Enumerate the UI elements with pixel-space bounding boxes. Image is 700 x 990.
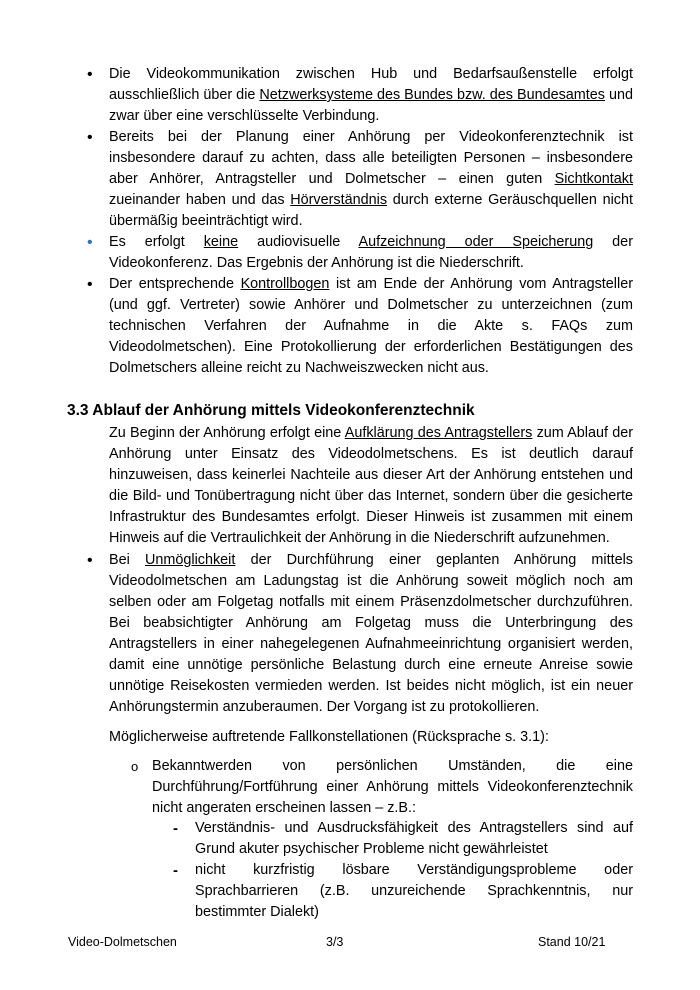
bullet-paragraph-aufzeichnung: Es erfolgt keine audiovisuelle Aufzeichnung oder Speicherung der Videokonferenz. Das Ergebnis der Anhörung ist die Niederschrift. [109,234,633,271]
underlined-term: Kontrollbogen [240,276,330,292]
sub-bullet-paragraph: Bekanntwerden von persönlichen Umständen, die eine Durchführung/Fortführung einer Anhörung mittels Videokonferenztechnik nicht angeraten erscheinen lassen – z.B.: [152,758,633,816]
bullet-paragraph-planung: Bereits bei der Planung einer Anhörung per Videokonferenztechnik ist insbesondere darauf zu achten, dass alle beteiligten Personen – insbesondere aber Anhörer, Antragsteller und Dolmetscher – einen guten Sichtkontakt zueinander haben und das Hörverständnis durch externe Geräuschquellen nicht übermäßig beeinträchtigt wird. [109,129,633,229]
bullet-marker: • [87,234,93,251]
bullet-paragraph-kontrollbogen: Der entsprechende Kontrollbogen ist am Ende der Anhörung vom Antragsteller (und ggf. Vertreter) sowie Anhörer und Dolmetscher zu unterzeichnen (zum technischen Verfahren der Aufnahme in die Akte s. FAQs zum Videodolmetschen). Eine Protokollierung der erforderlichen Bestätigungen des Dolmetschers alleine reicht zu Nachweiszwecken nicht aus. [109,276,633,376]
dash-item-paragraph: nicht kurzfristig lösbare Verständigungsprobleme oder Sprachbarrieren (z.B. unzureichende Sprachkenntnis, nur bestimmter Dialekt) [195,862,633,920]
bullet-paragraph-unmoeglichkeit: Bei Unmöglichkeit der Durchführung einer geplanten Anhörung mittels Videodolmetschen am Ladungstag ist die Anhörung soweit möglich noch am selben oder am Folgetag notfalls mit einem Präsenzdolmetscher durchzuführen. Bei beabsichtigter Anhörung am Folgetag muss die Unterbringung des Antragstellers in einer nahegelegenen Aufnahmeeinrichtung organisiert werden, damit eine unnötige persönliche Belastung durch eine erneute Anreise sowie unnötige Reisekosten vermieden werden. Ist beides nicht möglich, ist ein neuer Anhörungstermin anzuberaumen. Der Vorgang ist zu protokollieren. [109,552,633,715]
section-paragraph-fallkonstellationen: Möglicherweise auftretende Fallkonstellationen (Rücksprache s. 3.1): [109,729,549,745]
bullet-marker: • [87,276,93,293]
dash-marker: - [173,820,178,837]
sub-bullet-marker: o [131,759,139,774]
footer-version: Stand 10/21 [538,935,606,949]
bullet-marker: • [87,129,93,146]
bullet-marker: • [87,552,93,569]
underlined-term: Hörverständnis [290,192,388,208]
footer-page-number: 3/3 [326,935,344,949]
bullet-marker: • [87,66,93,83]
underlined-term: Sichtkontakt [554,171,633,187]
underlined-term: Aufklärung des Antragstellers [344,425,533,441]
underlined-term: keine [203,234,239,250]
dash-marker: - [173,862,178,879]
section-paragraph-aufklaerung: Zu Beginn der Anhörung erfolgt eine Aufklärung des Antragstellers zum Ablauf der Anhörung unter Einsatz des Videodolmetschens. Es ist deutlich darauf hinzuweisen, dass keinerlei Nachteile aus dieser Art der Anhörung entstehen und die Bild- und Tonübertragung nicht über das Internet, sondern über die gesicherte Infrastruktur des Bundesamtes erfolgt. Dieser Hinweis ist zusammen mit einem Hinweis auf die Vertraulichkeit der Anhörung in die Niederschrift aufzunehmen. [109,425,634,546]
underlined-term: Aufzeichnung oder Speicherung [358,234,594,250]
section-heading: 3.3 Ablauf der Anhörung mittels Videokonferenztechnik [67,402,475,419]
dash-item-paragraph: Verständnis- und Ausdrucksfähigkeit des Antragstellers sind auf Grund akuter psychischer Probleme nicht gewährleistet [195,820,633,857]
footer-title: Video-Dolmetschen [68,935,177,949]
bullet-paragraph-videokommunikation: Die Videokommunikation zwischen Hub und Bedarfsaußenstelle erfolgt ausschließlich über die Netzwerksysteme des Bundes bzw. des Bundesamtes und zwar über eine verschlüsselte Verbindung. [109,66,633,124]
underlined-term: Unmöglichkeit [145,552,236,568]
underlined-term: Netzwerksysteme des Bundes bzw. des Bundesamtes [259,87,605,103]
